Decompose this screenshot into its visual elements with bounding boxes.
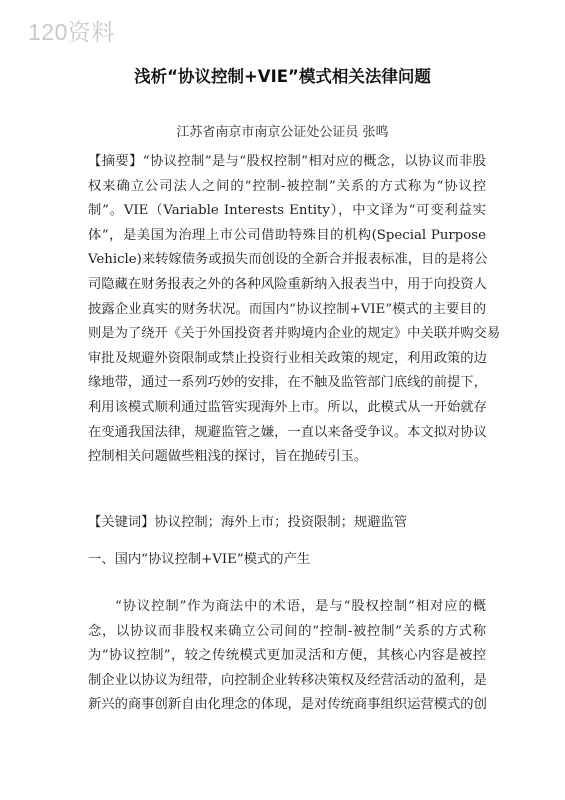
section-heading — [88, 548, 486, 573]
body-paragraph — [88, 595, 486, 718]
abstract-line: 制”。VIE（Variable Interests Entity），中文译为“可变利益实 — [88, 203, 486, 219]
abstract-line: 审批及规避外资限制或禁止投资行业相关政策的规定，利用政策的边 — [88, 350, 487, 366]
body-line: 制企业以协议为纽带，向控制企业转移决策权及经营活动的盈利，是 — [88, 672, 487, 688]
author-line: 江苏省南京市南京公证处公证员 张鸣 — [176, 125, 389, 140]
abstract-line: 在变通我国法律，规避监管之嫌，一直以来备受争议。本文拟对协议 — [88, 424, 487, 440]
abstract-line: 控制相关问题做些粗浅的探讨，旨在抛砖引玉。 — [88, 449, 368, 465]
abstract-line: 利用该模式顺利通过监管实现海外上市。所以，此模式从一开始就存 — [88, 399, 487, 415]
body-line: 新兴的商事创新自由化理念的体现，是对传统商事组织运营模式的创 — [88, 697, 487, 713]
section-heading-text: 一、国内“协议控制+VIE”模式的产生 — [88, 552, 311, 567]
keywords-line: 【关键词】协议控制；海外上市；投资限制；规避监管 — [88, 515, 408, 530]
body-line: 念，以协议而非股权来确立公司间的“控制-被控制”关系的方式称 — [88, 623, 486, 639]
abstract-line: 权来确立公司法人之间的“控制-被控制”关系的方式称为“协议控 — [88, 178, 486, 194]
abstract-line: 则是为了绕开《关于外国投资者并购境内企业的规定》中关联并购交易 — [88, 326, 501, 342]
body-line: “协议控制”作为商法中的术语，是与“股权控制”相对应的概 — [115, 599, 486, 614]
keywords-paragraph — [88, 511, 486, 536]
abstract-line: Vehicle)来转嫁债务或损失而创设的全新合并报表标准，目的是将公 — [88, 252, 488, 268]
abstract-line: 【摘要】“协议控制”是与“股权控制”相对应的概念，以协议而非股 — [88, 154, 486, 169]
abstract-line: 缘地带，通过一系列巧妙的安排，在不触及监管部门底线的前提下， — [88, 375, 487, 391]
document-title: 浅析“协议控制+VIE”模式相关法律问题 — [134, 67, 431, 86]
watermark: 120资料 — [28, 19, 115, 45]
abstract-line: 披露企业真实的财务状况。而国内“协议控制+VIE”模式的主要目的 — [88, 301, 486, 317]
abstract-line: 体”，是美国为治理上市公司借助特殊目的机构(Special Purpose — [88, 227, 486, 243]
abstract-paragraph — [88, 150, 501, 470]
abstract-line: 司隐藏在财务报表之外的各种风险重新纳入报表当中，用于向投资人 — [88, 276, 487, 292]
body-line: 为“协议控制”，较之传统模式更加灵活和方便，其核心内容是被控 — [88, 648, 486, 664]
